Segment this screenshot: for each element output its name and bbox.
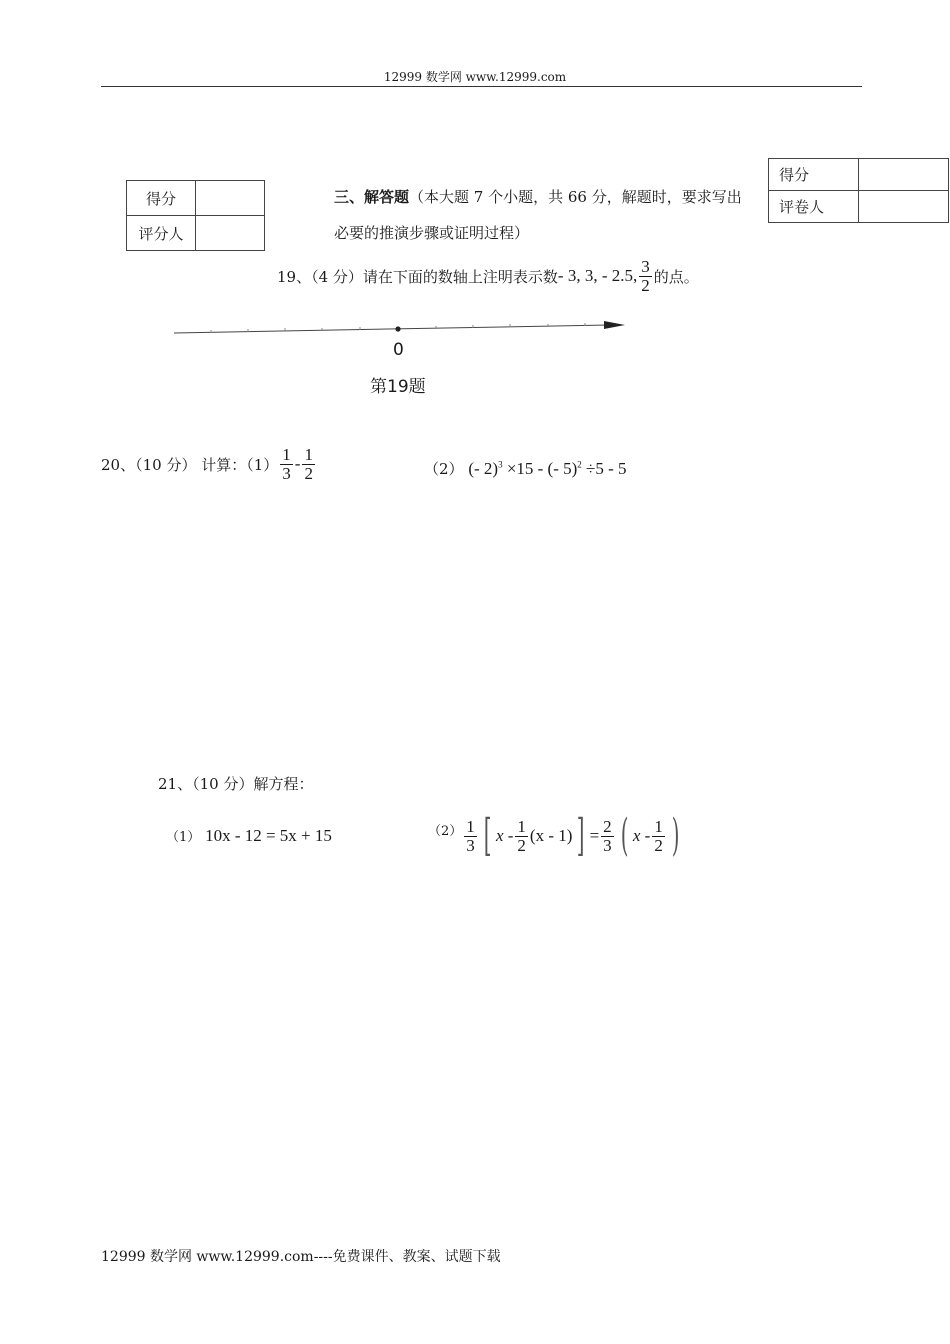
score-cell[interactable] (859, 159, 949, 191)
frac-numerator: 1 (466, 816, 475, 836)
origin-point (395, 326, 400, 331)
x-minus: x - (632, 826, 651, 845)
frac-numerator: 2 (603, 816, 612, 836)
q20-prefix: 20、（10 分） 计算：（1） (101, 455, 279, 474)
page-header: 12999 数学网 www.12999.com (383, 70, 567, 84)
page-footer: 12999 数学网 www.12999.com----免费课件、教案、试题下载 (101, 1249, 501, 1265)
frac-numerator: 3 (641, 257, 650, 276)
question-21-part1 (166, 826, 332, 846)
q19-fraction (639, 258, 652, 295)
question-20 (101, 446, 317, 483)
q19-prefix: 19、（4 分）请在下面的数轴上注明表示数 (277, 267, 558, 286)
reviewer-label: 评卷人 (769, 191, 859, 223)
number-line (170, 316, 630, 340)
section-title: 三、解答题 (334, 188, 410, 206)
q21-lhs-fraction (464, 818, 477, 855)
score-label: 得分 (769, 159, 859, 191)
q20-p2-expression (468, 459, 626, 478)
frac-denominator: 2 (654, 835, 663, 855)
q21-inner-fraction (515, 818, 528, 855)
frac-numerator: 1 (304, 445, 313, 464)
grader-cell[interactable] (196, 216, 265, 251)
question-19 (277, 258, 699, 295)
q21-rhs-fraction (601, 818, 614, 855)
q19-suffix: 的点。 (653, 267, 699, 286)
frac-numerator: 1 (654, 816, 663, 836)
origin-label: 0 (393, 340, 404, 360)
grader-label: 评分人 (127, 216, 196, 251)
figure-caption: 第19题 (370, 377, 426, 397)
expr-part: ÷5 - 5 (581, 459, 627, 478)
frac-denominator: 3 (603, 835, 612, 855)
section-desc-line1: （本大题 7 个小题，共 66 分，解题时，要求写出 (409, 188, 742, 206)
frac-denominator: 2 (517, 835, 526, 855)
expr-part: ×15 - (- 5) (502, 459, 578, 478)
score-box-right (768, 158, 949, 223)
left-paren: ( (620, 810, 629, 861)
section-desc-line2: 必要的推演步骤或证明过程） (334, 224, 530, 242)
minus-sign: - (294, 454, 301, 474)
right-paren: ) (671, 810, 680, 861)
q21-p1-label: （1） (166, 830, 201, 845)
header-rule (101, 86, 862, 87)
x-minus: x - (495, 826, 514, 845)
expr-part: (- 2) (468, 459, 499, 478)
q21-prefix: 21、（10 分）解方程： (158, 775, 314, 793)
frac-denominator: 2 (641, 275, 650, 295)
exponent: 3 (498, 459, 503, 470)
right-bracket: ] (577, 810, 585, 861)
frac-denominator: 3 (282, 463, 291, 483)
exponent: 2 (577, 459, 582, 470)
score-label: 得分 (127, 181, 196, 216)
q20-p2-label: （2） (424, 460, 464, 478)
frac-denominator: 3 (466, 835, 475, 855)
score-cell[interactable] (196, 181, 265, 216)
q20-fraction-b (302, 446, 315, 483)
equals-sign: = (589, 826, 600, 845)
q21-rhs-inner-fraction (652, 818, 665, 855)
score-box-left (126, 180, 265, 251)
left-bracket: [ (483, 810, 492, 861)
q21-p2-label: （2） (428, 824, 463, 839)
q19-numbers: - 3, 3, - 2.5, (557, 266, 638, 286)
frac-numerator: 1 (517, 816, 526, 836)
q20-fraction-a (280, 446, 293, 483)
q21-p1-equation: 10x - 12 = 5x + 15 (205, 826, 332, 845)
frac-numerator: 1 (282, 445, 291, 464)
frac-denominator: 2 (304, 463, 313, 483)
question-21-part2 (428, 810, 684, 861)
inner-paren: (x - 1) (529, 826, 573, 845)
reviewer-cell[interactable] (859, 191, 949, 223)
number-line-arrow (604, 321, 625, 329)
number-line-axis (174, 325, 608, 333)
question-20-part2 (424, 458, 627, 479)
section-heading (334, 186, 742, 207)
